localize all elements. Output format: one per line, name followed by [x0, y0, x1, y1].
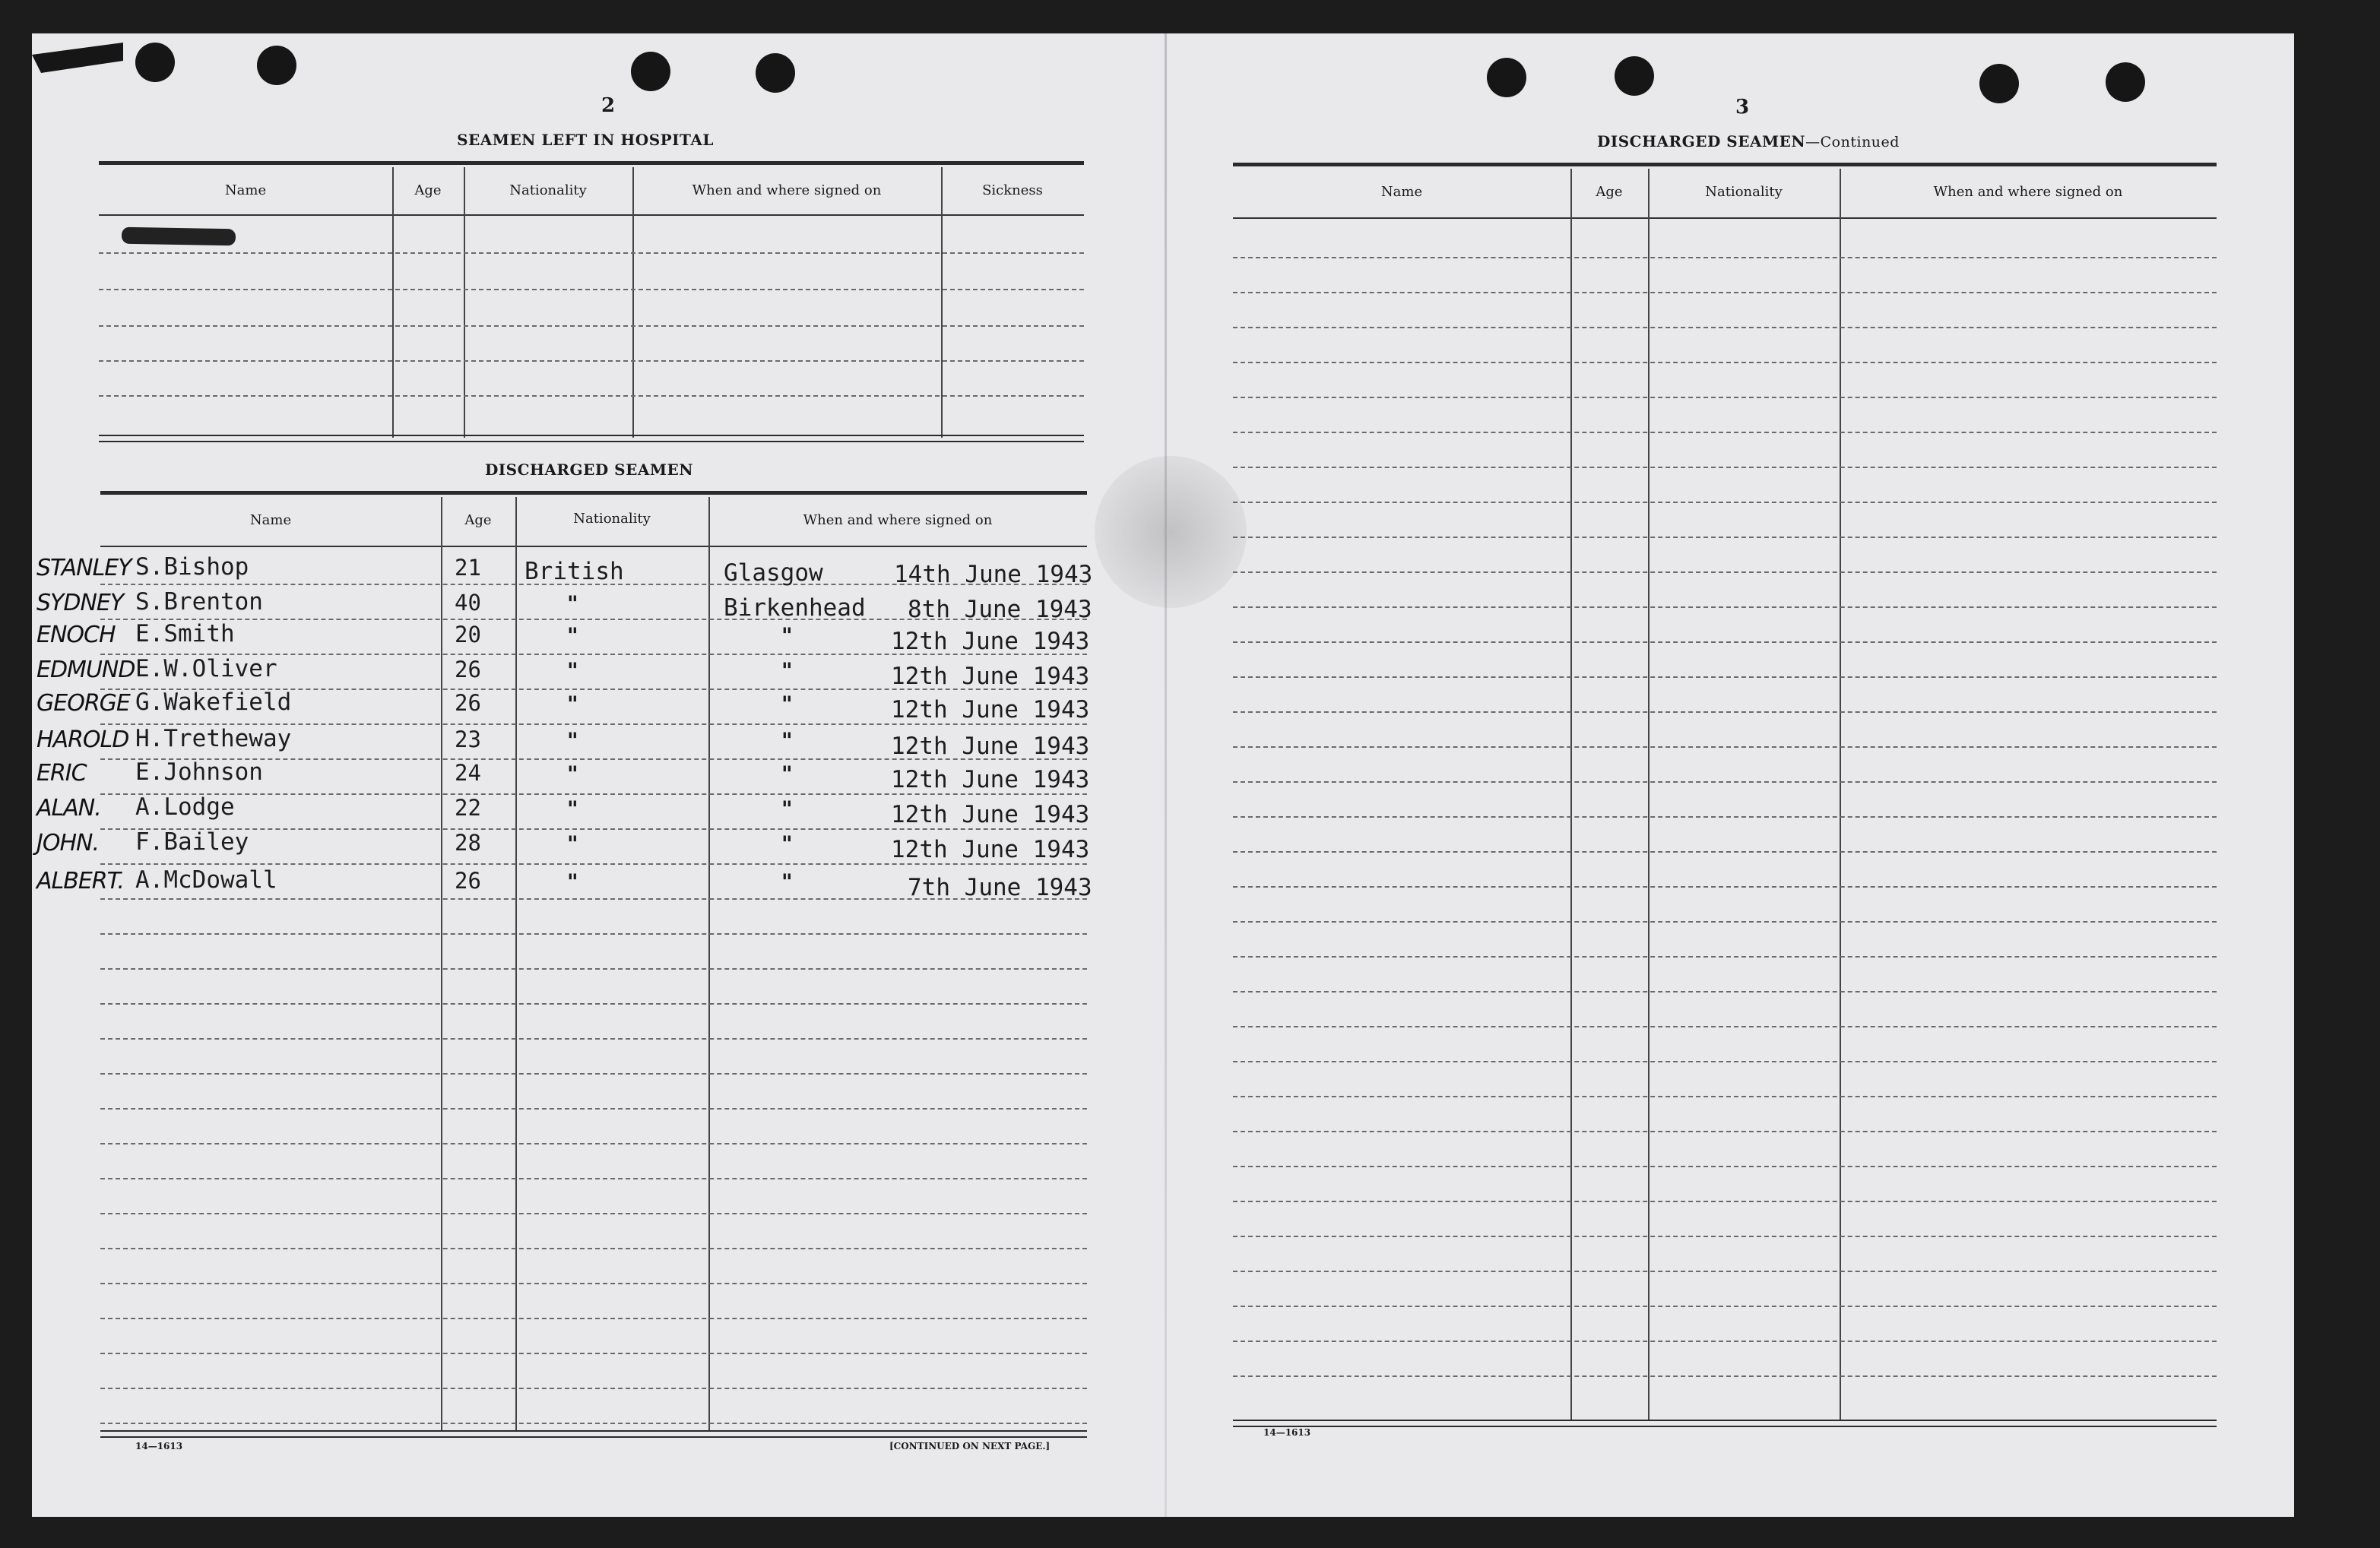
row-line — [1233, 886, 2217, 888]
nationality-ditto: " — [567, 869, 578, 894]
discharged-header-age: Age — [464, 512, 492, 528]
row-line — [1233, 537, 2217, 538]
row-line — [100, 863, 1087, 865]
signed-on-date: 12th June 1943 — [891, 733, 1090, 760]
seaman-age: 26 — [455, 690, 481, 716]
center-fold — [1165, 33, 1167, 1517]
handwritten-given-name: ALBERT. — [36, 868, 124, 894]
signed-on-date: 12th June 1943 — [891, 696, 1090, 723]
punch-hole — [756, 53, 795, 93]
place-ditto: " — [781, 761, 793, 787]
nationality-ditto: " — [567, 692, 578, 717]
cont-header-signed-on: When and where signed on — [1933, 184, 2123, 200]
signed-on-place: Birkenhead — [724, 594, 866, 622]
seaman-name: H.Tretheway — [135, 725, 292, 752]
seaman-age: 21 — [455, 555, 481, 581]
row-line — [1233, 292, 2217, 293]
signed-on-date: 14th June 1943 — [894, 561, 1093, 588]
row-line — [100, 933, 1087, 935]
hospital-header-age: Age — [414, 182, 442, 198]
discharged-header-signed-on: When and where signed on — [803, 512, 993, 528]
row-line — [100, 1213, 1087, 1214]
punch-hole — [135, 43, 175, 82]
row-line — [100, 1283, 1087, 1284]
form-number-left: 14—1613 — [135, 1441, 183, 1451]
seaman-age: 22 — [455, 795, 481, 821]
continued-note: [CONTINUED ON NEXT PAGE.] — [889, 1441, 1051, 1451]
signed-on-date: 8th June 1943 — [908, 596, 1092, 623]
row-line — [1233, 851, 2217, 853]
seaman-age: 24 — [455, 760, 481, 786]
handwritten-given-name: GEORGE — [36, 690, 130, 717]
page-number-right: 3 — [1735, 96, 1750, 119]
cont-header-nationality: Nationality — [1705, 184, 1783, 200]
redacted-entry — [122, 227, 236, 246]
row-line — [100, 968, 1087, 970]
seaman-age: 40 — [455, 590, 481, 616]
row-line — [100, 1143, 1087, 1144]
seaman-age: 26 — [455, 868, 481, 894]
row-line — [100, 793, 1087, 795]
row-line — [1233, 467, 2217, 468]
page-number-left: 2 — [601, 94, 616, 117]
nationality-ditto: " — [567, 728, 578, 753]
seaman-name: G.Wakefield — [135, 689, 292, 716]
row-line — [100, 1388, 1087, 1389]
nationality-ditto: " — [567, 761, 578, 787]
row-line — [1233, 956, 2217, 958]
seaman-name: A.McDowall — [135, 866, 277, 894]
row-line — [1233, 641, 2217, 643]
row-line — [1233, 397, 2217, 398]
nationality-ditto: " — [567, 623, 578, 648]
row-line — [1233, 676, 2217, 678]
nationality-ditto: " — [567, 831, 578, 856]
signed-on-place: Glasgow — [724, 559, 823, 587]
place-ditto: " — [781, 796, 793, 821]
punch-hole — [631, 52, 670, 91]
seaman-age: 26 — [455, 657, 481, 682]
cont-header-age: Age — [1596, 184, 1623, 200]
place-ditto: " — [781, 728, 793, 753]
cont-header-name: Name — [1380, 184, 1423, 200]
nationality-ditto: " — [567, 591, 578, 616]
form-number-right: 14—1613 — [1263, 1427, 1311, 1438]
discharged-section-title: DISCHARGED SEAMEN — [484, 461, 694, 479]
handwritten-given-name: ERIC — [36, 760, 87, 787]
place-ditto: " — [781, 869, 793, 894]
place-ditto: " — [781, 692, 793, 717]
row-line — [1233, 502, 2217, 503]
row-line — [100, 1108, 1087, 1110]
row-line — [1233, 257, 2217, 258]
row-line — [1233, 362, 2217, 363]
discharged-header-name: Name — [249, 512, 292, 528]
row-line — [1233, 1096, 2217, 1097]
row-line — [1233, 606, 2217, 608]
discharged-header-nationality: Nationality — [573, 511, 651, 527]
handwritten-given-name: ENOCH — [36, 622, 116, 648]
row-line — [100, 1248, 1087, 1249]
seaman-nationality: British — [524, 558, 624, 585]
ink-smudge — [1095, 456, 1247, 608]
hospital-header-name: Name — [224, 182, 267, 198]
handwritten-given-name: JOHN. — [36, 830, 99, 856]
handwritten-given-name: ALAN. — [36, 795, 101, 821]
nationality-ditto: " — [567, 796, 578, 821]
hospital-header-signed-on: When and where signed on — [692, 182, 882, 198]
punch-hole — [1615, 56, 1654, 96]
nationality-ditto: " — [567, 658, 578, 683]
hospital-header-sickness: Sickness — [982, 182, 1043, 198]
seaman-name: F.Bailey — [135, 828, 249, 856]
punch-hole — [257, 46, 296, 85]
handwritten-given-name: STANLEY — [36, 555, 132, 581]
handwritten-given-name: SYDNEY — [36, 590, 124, 616]
seaman-name: E.W.Oliver — [135, 655, 277, 682]
seaman-name: S.Bishop — [135, 553, 249, 581]
hospital-section-title: SEAMEN LEFT IN HOSPITAL — [457, 131, 714, 149]
seaman-age: 28 — [455, 830, 481, 856]
hospital-table — [99, 161, 1084, 444]
signed-on-date: 7th June 1943 — [908, 874, 1092, 901]
row-line — [100, 1038, 1087, 1040]
row-line — [1233, 711, 2217, 713]
row-line — [1233, 1306, 2217, 1307]
seaman-name: E.Johnson — [135, 758, 263, 786]
signed-on-date: 12th June 1943 — [891, 628, 1090, 655]
handwritten-given-name: EDMUND — [36, 657, 135, 683]
title-main: DISCHARGED SEAMEN — [1597, 132, 1806, 150]
row-line — [1233, 1236, 2217, 1237]
punch-hole — [1979, 64, 2019, 103]
row-line — [1233, 1375, 2217, 1377]
signed-on-date: 12th June 1943 — [891, 836, 1090, 863]
handwritten-given-name: HAROLD — [36, 727, 129, 753]
row-line — [1233, 816, 2217, 818]
row-line — [1233, 1201, 2217, 1202]
row-line — [1233, 991, 2217, 992]
row-line — [1233, 1166, 2217, 1167]
discharged-continued-table — [1233, 163, 2217, 1426]
row-line — [1233, 781, 2217, 783]
seaman-name: A.Lodge — [135, 793, 235, 821]
hospital-header-nationality: Nationality — [509, 182, 587, 198]
seaman-age: 20 — [455, 622, 481, 647]
place-ditto: " — [781, 658, 793, 683]
row-line — [1233, 327, 2217, 328]
row-line — [1233, 921, 2217, 923]
signed-on-date: 12th June 1943 — [891, 663, 1090, 690]
row-line — [100, 1003, 1087, 1005]
row-line — [1233, 1131, 2217, 1132]
place-ditto: " — [781, 623, 793, 648]
row-line — [1233, 571, 2217, 573]
row-line — [1233, 1341, 2217, 1342]
discharged-continued-title — [1520, 132, 1976, 150]
place-ditto: " — [781, 831, 793, 856]
row-line — [100, 1423, 1087, 1424]
row-line — [100, 1073, 1087, 1075]
signed-on-date: 12th June 1943 — [891, 801, 1090, 828]
row-line — [1233, 746, 2217, 748]
row-line — [100, 1178, 1087, 1179]
row-line — [1233, 432, 2217, 433]
row-line — [1233, 1271, 2217, 1272]
seaman-name: E.Smith — [135, 620, 235, 647]
title-continued: —Continued — [1805, 134, 1900, 150]
seaman-age: 23 — [455, 727, 481, 752]
row-line — [100, 1318, 1087, 1319]
row-line — [100, 1353, 1087, 1354]
row-line — [1233, 1026, 2217, 1027]
punch-hole — [1487, 58, 1526, 97]
seaman-name: S.Brenton — [135, 588, 263, 616]
punch-hole — [2106, 62, 2145, 102]
signed-on-date: 12th June 1943 — [891, 766, 1090, 793]
row-line — [1233, 1061, 2217, 1062]
